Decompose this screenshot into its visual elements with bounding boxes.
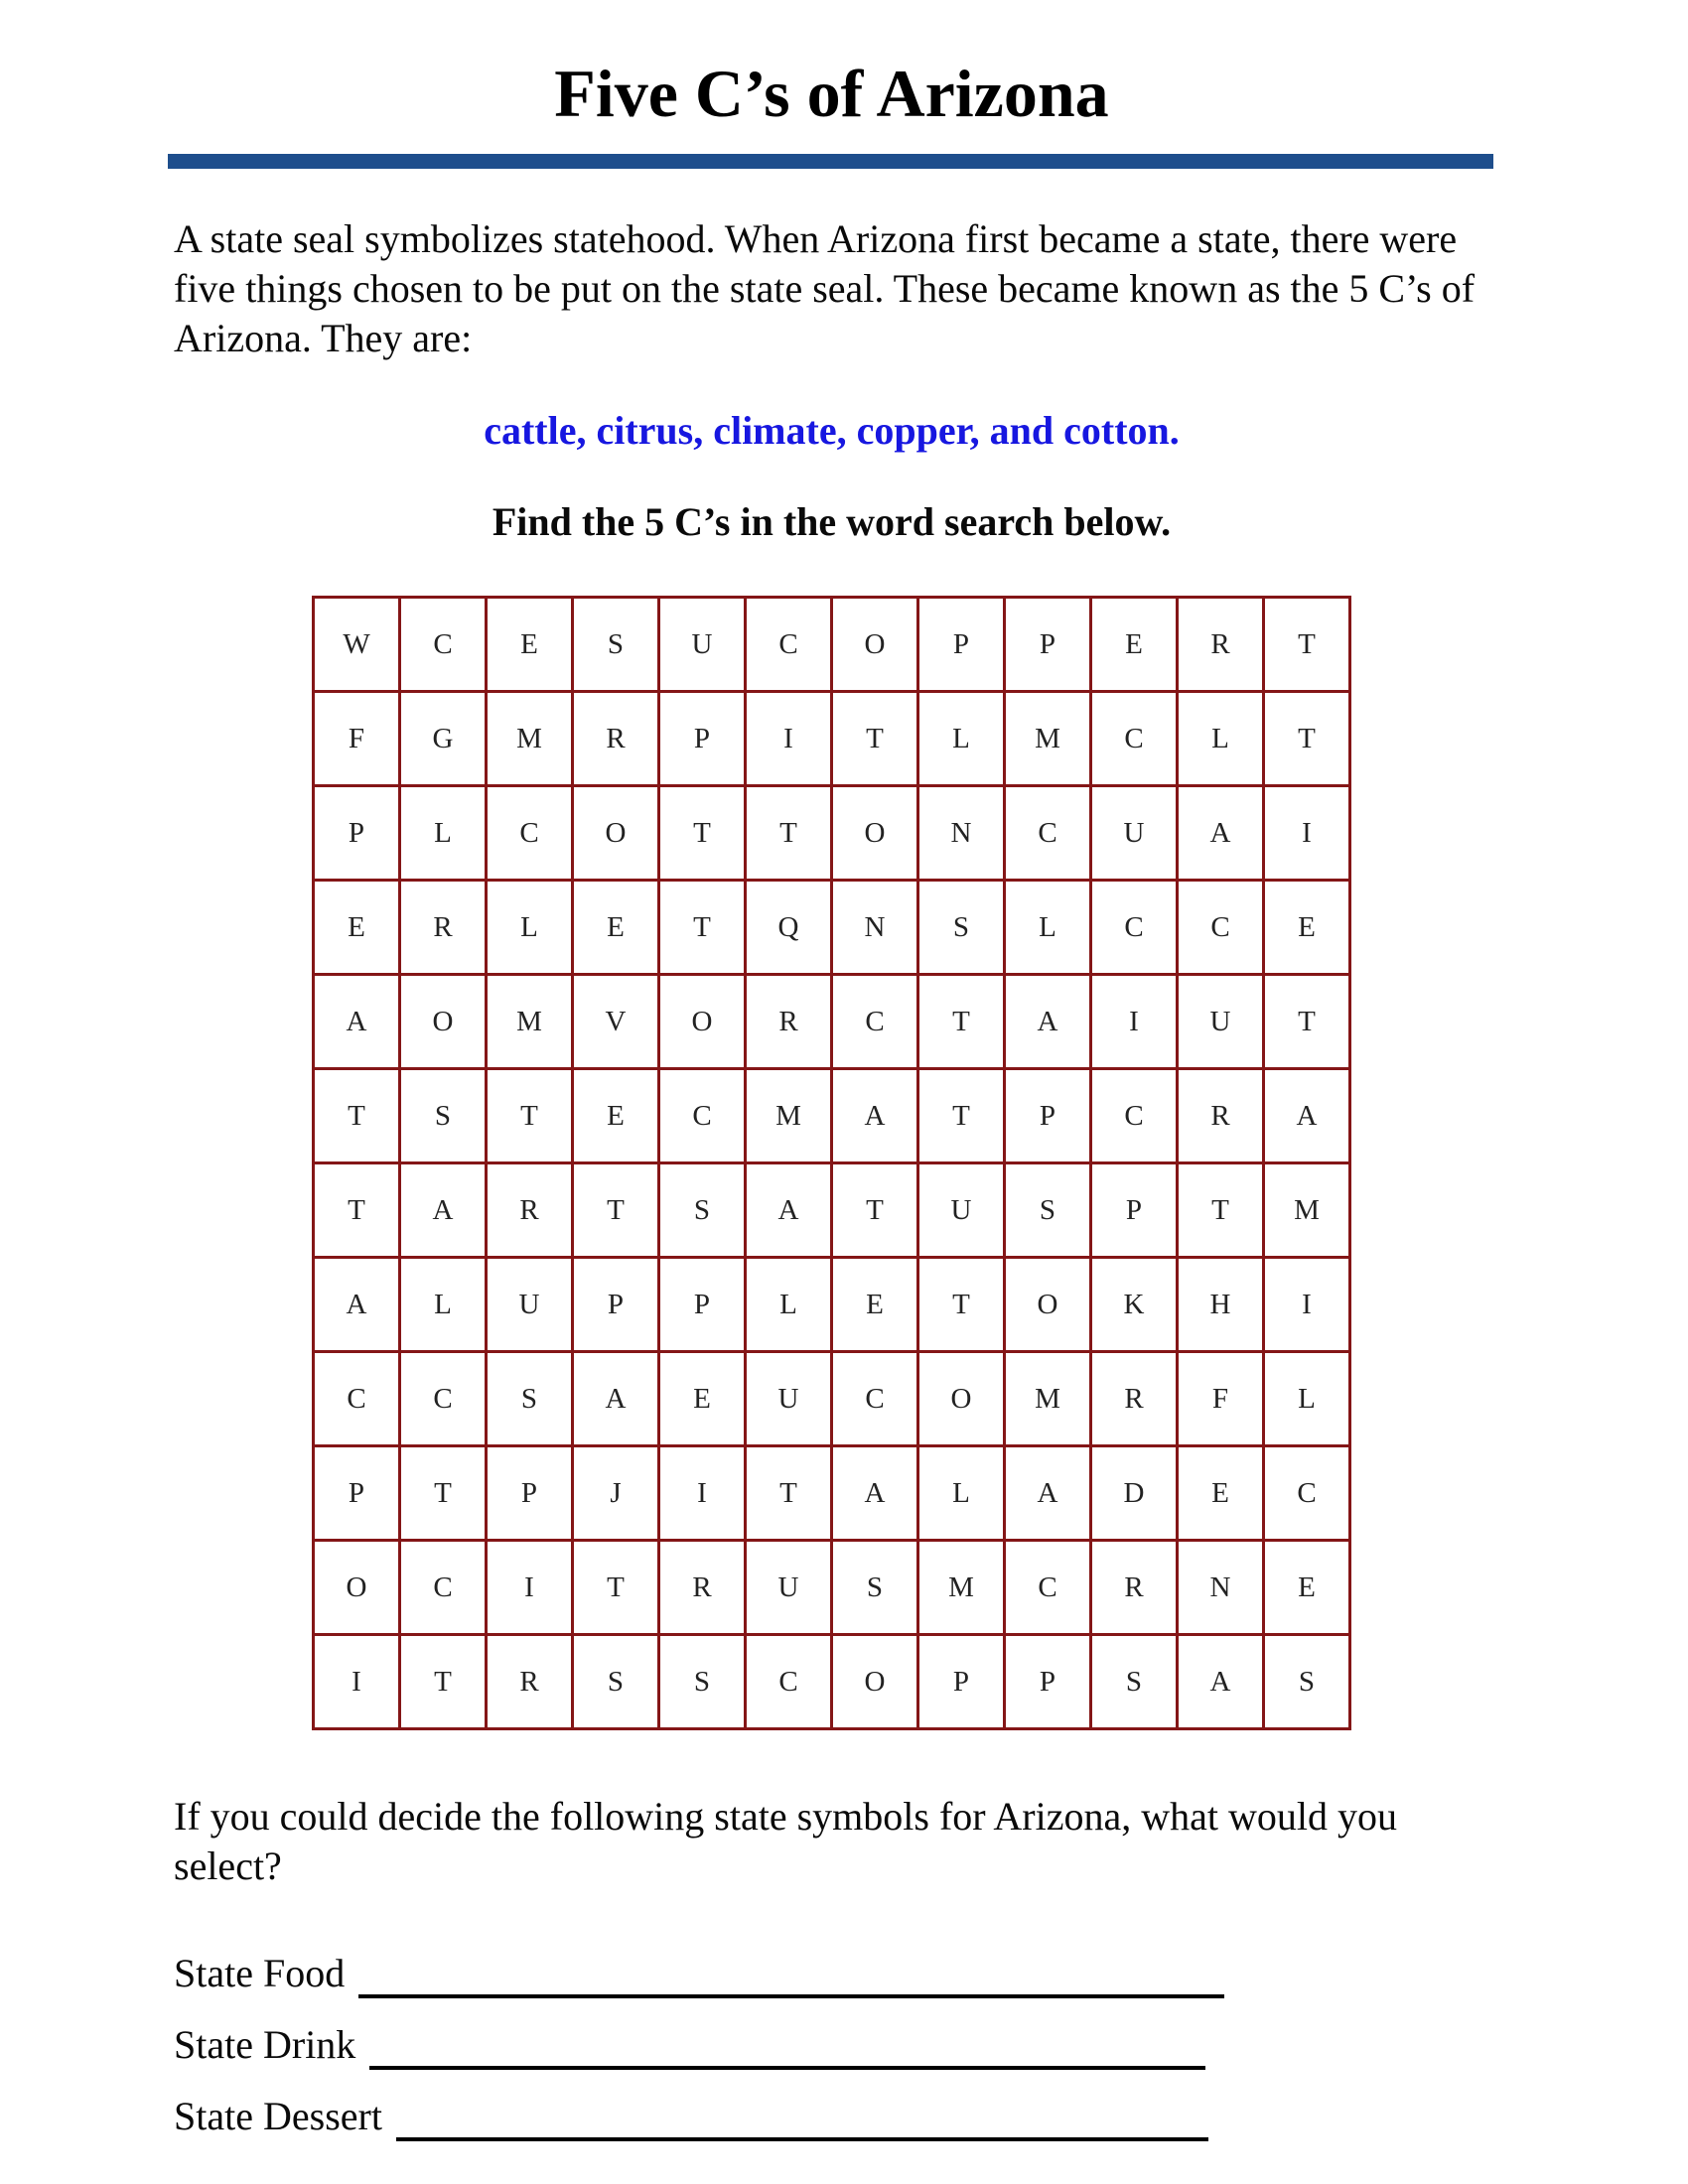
grid-cell: L (400, 786, 487, 881)
grid-cell: R (746, 975, 832, 1069)
grid-cell: S (487, 1352, 573, 1446)
grid-cell: O (1005, 1258, 1091, 1352)
grid-cell: T (1264, 975, 1350, 1069)
grid-row (314, 1258, 1350, 1352)
grid-cell: L (400, 1258, 487, 1352)
grid-cell: C (832, 1352, 918, 1446)
grid-cell: U (1178, 975, 1264, 1069)
grid-cell: T (573, 1541, 659, 1635)
grid-cell: I (1091, 975, 1178, 1069)
grid-cell: T (746, 1446, 832, 1541)
grid-cell: M (1005, 1352, 1091, 1446)
grid-cell: F (1178, 1352, 1264, 1446)
grid-row (314, 1541, 1350, 1635)
grid-cell: S (400, 1069, 487, 1163)
answer-prompts (174, 1947, 1489, 2141)
grid-cell: S (573, 1635, 659, 1729)
grid-cell: R (1178, 1069, 1264, 1163)
grid-cell: R (573, 692, 659, 786)
grid-cell: S (1005, 1163, 1091, 1258)
grid-cell: D (1091, 1446, 1178, 1541)
grid-cell: P (314, 1446, 400, 1541)
grid-cell: N (1178, 1541, 1264, 1635)
grid-cell: O (573, 786, 659, 881)
grid-cell: O (314, 1541, 400, 1635)
title-divider-bar (168, 154, 1493, 169)
grid-cell: E (573, 1069, 659, 1163)
grid-cell: N (832, 881, 918, 975)
grid-cell: A (746, 1163, 832, 1258)
grid-cell: P (314, 786, 400, 881)
grid-cell: H (1178, 1258, 1264, 1352)
grid-cell: R (659, 1541, 746, 1635)
grid-cell: C (314, 1352, 400, 1446)
grid-cell: P (659, 692, 746, 786)
grid-row (314, 786, 1350, 881)
grid-cell: L (487, 881, 573, 975)
grid-cell: T (400, 1446, 487, 1541)
grid-cell: C (487, 786, 573, 881)
grid-cell: T (400, 1635, 487, 1729)
grid-cell: P (573, 1258, 659, 1352)
grid-row (314, 881, 1350, 975)
grid-cell: P (659, 1258, 746, 1352)
symbols-question: If you could decide the following state symbols for Arizona, what would you select? (174, 1794, 1397, 1889)
grid-cell: C (1005, 786, 1091, 881)
grid-cell: V (573, 975, 659, 1069)
grid-cell: T (659, 786, 746, 881)
grid-cell: L (918, 1446, 1005, 1541)
grid-cell: P (1005, 598, 1091, 692)
grid-cell: R (1091, 1352, 1178, 1446)
grid-cell: O (400, 975, 487, 1069)
grid-cell: A (314, 1258, 400, 1352)
state-dessert-blank[interactable] (396, 2125, 1208, 2141)
grid-cell: P (918, 598, 1005, 692)
grid-cell: A (832, 1069, 918, 1163)
grid-cell: O (832, 1635, 918, 1729)
word-search-grid-body (314, 598, 1350, 1729)
grid-cell: L (746, 1258, 832, 1352)
state-drink-blank[interactable] (369, 2054, 1205, 2070)
grid-cell: N (918, 786, 1005, 881)
grid-cell: C (400, 1352, 487, 1446)
state-food-blank[interactable] (358, 1982, 1224, 1998)
grid-cell: I (746, 692, 832, 786)
grid-cell: I (1264, 786, 1350, 881)
grid-cell: T (314, 1069, 400, 1163)
grid-cell: C (1091, 692, 1178, 786)
grid-cell: I (659, 1446, 746, 1541)
grid-cell: A (832, 1446, 918, 1541)
grid-cell: T (918, 1069, 1005, 1163)
grid-cell: S (1264, 1635, 1350, 1729)
grid-cell: A (1005, 975, 1091, 1069)
grid-cell: R (487, 1635, 573, 1729)
grid-cell: T (573, 1163, 659, 1258)
grid-cell: P (918, 1635, 1005, 1729)
grid-cell: M (487, 975, 573, 1069)
grid-cell: O (832, 598, 918, 692)
grid-cell: R (1178, 598, 1264, 692)
grid-cell: E (1264, 881, 1350, 975)
grid-cell: C (400, 598, 487, 692)
grid-cell: L (1264, 1352, 1350, 1446)
grid-cell: T (832, 1163, 918, 1258)
grid-cell: A (573, 1352, 659, 1446)
grid-cell: S (1091, 1635, 1178, 1729)
grid-cell: I (314, 1635, 400, 1729)
grid-cell: O (659, 975, 746, 1069)
grid-row (314, 1446, 1350, 1541)
grid-row (314, 975, 1350, 1069)
grid-cell: E (314, 881, 400, 975)
grid-cell: F (314, 692, 400, 786)
state-drink-label: State Drink (174, 2022, 356, 2068)
grid-cell: R (487, 1163, 573, 1258)
grid-cell: T (1178, 1163, 1264, 1258)
grid-row (314, 1069, 1350, 1163)
grid-cell: T (832, 692, 918, 786)
grid-cell: M (746, 1069, 832, 1163)
grid-cell: C (1178, 881, 1264, 975)
grid-cell: A (314, 975, 400, 1069)
grid-cell: O (832, 786, 918, 881)
state-drink-row (174, 2018, 1489, 2070)
grid-cell: T (1264, 598, 1350, 692)
grid-cell: U (659, 598, 746, 692)
grid-cell: T (314, 1163, 400, 1258)
grid-row (314, 1352, 1350, 1446)
grid-cell: R (1091, 1541, 1178, 1635)
grid-cell: I (487, 1541, 573, 1635)
grid-cell: E (1264, 1541, 1350, 1635)
grid-cell: E (1178, 1446, 1264, 1541)
grid-cell: C (1264, 1446, 1350, 1541)
grid-cell: U (918, 1163, 1005, 1258)
grid-row (314, 598, 1350, 692)
grid-cell: E (487, 598, 573, 692)
grid-cell: A (1264, 1069, 1350, 1163)
grid-cell: T (659, 881, 746, 975)
grid-cell: R (400, 881, 487, 975)
state-food-label: State Food (174, 1951, 346, 1996)
grid-cell: U (746, 1352, 832, 1446)
grid-cell: T (487, 1069, 573, 1163)
grid-cell: C (746, 1635, 832, 1729)
grid-cell: T (918, 975, 1005, 1069)
grid-cell: L (1178, 692, 1264, 786)
grid-row (314, 1635, 1350, 1729)
grid-cell: U (487, 1258, 573, 1352)
grid-cell: S (832, 1541, 918, 1635)
grid-cell: T (918, 1258, 1005, 1352)
grid-cell: M (918, 1541, 1005, 1635)
grid-cell: W (314, 598, 400, 692)
grid-cell: P (1005, 1635, 1091, 1729)
intro-paragraph: A state seal symbolizes statehood. When Arizona first became a state, there were five things chosen to be put on the state seal. These became known as the 5 C’s of Arizona. They are: (174, 216, 1476, 361)
grid-cell: I (1264, 1258, 1350, 1352)
page-title: Five C’s of Arizona (554, 56, 1109, 131)
grid-cell: C (1091, 881, 1178, 975)
grid-cell: A (400, 1163, 487, 1258)
grid-cell: E (1091, 598, 1178, 692)
grid-cell: U (746, 1541, 832, 1635)
grid-cell: C (400, 1541, 487, 1635)
grid-row (314, 1163, 1350, 1258)
grid-cell: A (1005, 1446, 1091, 1541)
grid-cell: L (918, 692, 1005, 786)
grid-cell: M (1005, 692, 1091, 786)
grid-cell: G (400, 692, 487, 786)
grid-cell: P (1005, 1069, 1091, 1163)
grid-cell: O (918, 1352, 1005, 1446)
word-search-grid (312, 596, 1351, 1730)
grid-cell: S (573, 598, 659, 692)
grid-row (314, 692, 1350, 786)
grid-cell: C (1005, 1541, 1091, 1635)
grid-cell: S (918, 881, 1005, 975)
grid-cell: A (1178, 1635, 1264, 1729)
grid-cell: E (832, 1258, 918, 1352)
grid-cell: C (659, 1069, 746, 1163)
grid-cell: U (1091, 786, 1178, 881)
grid-cell: T (1264, 692, 1350, 786)
grid-cell: Q (746, 881, 832, 975)
grid-cell: S (659, 1163, 746, 1258)
grid-cell: S (659, 1635, 746, 1729)
state-dessert-row (174, 2090, 1489, 2141)
five-cs-list: cattle, citrus, climate, copper, and cotton. (484, 408, 1180, 454)
grid-cell: P (1091, 1163, 1178, 1258)
grid-cell: C (1091, 1069, 1178, 1163)
grid-cell: J (573, 1446, 659, 1541)
grid-cell: T (746, 786, 832, 881)
grid-cell: P (487, 1446, 573, 1541)
grid-cell: C (832, 975, 918, 1069)
grid-cell: M (487, 692, 573, 786)
grid-cell: E (659, 1352, 746, 1446)
grid-cell: A (1178, 786, 1264, 881)
grid-cell: L (1005, 881, 1091, 975)
grid-cell: E (573, 881, 659, 975)
grid-cell: M (1264, 1163, 1350, 1258)
word-search-instruction: Find the 5 C’s in the word search below. (492, 499, 1172, 545)
grid-cell: C (746, 598, 832, 692)
state-dessert-label: State Dessert (174, 2094, 382, 2139)
grid-cell: K (1091, 1258, 1178, 1352)
state-food-row (174, 1947, 1489, 1998)
